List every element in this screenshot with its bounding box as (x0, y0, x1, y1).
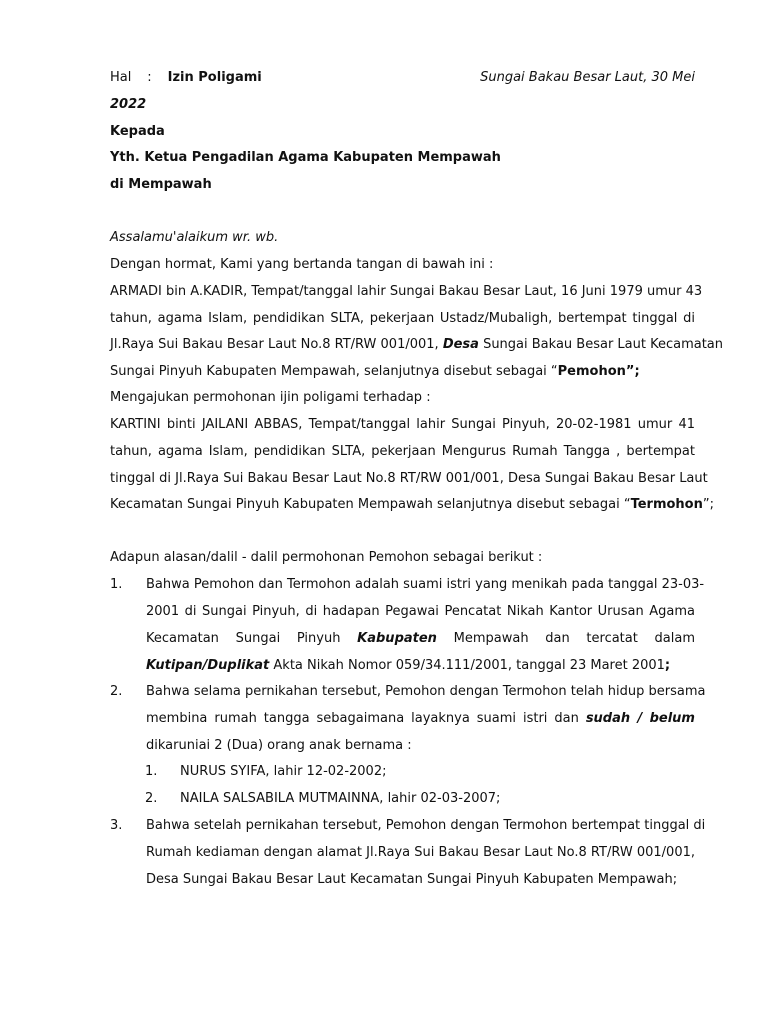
item-2-line-2: membina rumah tangga sebagaimana layaknya suami istri dan sudah / belum (146, 711, 695, 726)
reasons-intro: Adapun alasan/dalil - dalil permohonan Pemohon sebagai berikut : (110, 550, 543, 565)
item-2-line-3: dikaruniai 2 (Dua) orang anak bernama : (146, 738, 412, 753)
item-3-line-3: Desa Sungai Bakau Besar Laut Kecamatan Sungai Pinyuh Kabupaten Mempawah; (146, 872, 678, 887)
place-date: Sungai Bakau Besar Laut, 30 Mei (480, 70, 695, 85)
respondent-line-4: Kecamatan Sungai Pinyuh Kabupaten Mempawah selanjutnya disebut sebagai “Termohon”; (110, 497, 714, 512)
intro-text: Dengan hormat, Kami yang bertanda tangan di bawah ini : (110, 257, 494, 272)
recipient-name: Yth. Ketua Pengadilan Agama Kabupaten Mempawah (110, 150, 501, 165)
item-2-line-1: Bahwa selama pernikahan tersebut, Pemohon dengan Termohon telah hidup bersama (146, 684, 706, 699)
date-year: 2022 (110, 97, 147, 112)
child-2-number: 2. (145, 791, 158, 806)
respondent-line-2: tahun, agama Islam, pendidikan SLTA, pekerjaan Mengurus Rumah Tangga , bertempat (110, 444, 695, 459)
applicant-line-4: Sungai Pinyuh Kabupaten Mempawah, selanjutnya disebut sebagai “Pemohon”; (110, 364, 640, 379)
respondent-line-1: KARTINI binti JAILANI ABBAS, Tempat/tanggal lahir Sungai Pinyuh, 20-02-1981 umur 41 (110, 417, 695, 432)
child-1-number: 1. (145, 764, 158, 779)
recipient-kepada: Kepada (110, 124, 165, 139)
applicant-line-2: tahun, agama Islam, pendidikan SLTA, pekerjaan Ustadz/Mubaligh, bertempat tinggal di (110, 311, 695, 326)
hal-value: Izin Poligami (167, 70, 262, 85)
hal-label: Hal (110, 70, 132, 85)
item-2-number: 2. (110, 684, 123, 699)
child-2: NAILA SALSABILA MUTMAINNA, lahir 02-03-2007; (180, 791, 501, 806)
submits-text: Mengajukan permohonan ijin poligami terhadap : (110, 390, 431, 405)
recipient-place: di Mempawah (110, 177, 212, 192)
applicant-line-1: ARMADI bin A.KADIR, Tempat/tanggal lahir Sungai Bakau Besar Laut, 16 Juni 1979 umur 43 (110, 284, 703, 299)
item-1-number: 1. (110, 577, 123, 592)
greeting: Assalamu'alaikum wr. wb. (110, 230, 279, 245)
item-1-line-2: 2001 di Sungai Pinyuh, di hadapan Pegawai Pencatat Nikah Kantor Urusan Agama (146, 604, 695, 619)
applicant-line-3: Jl.Raya Sui Bakau Besar Laut No.8 RT/RW 001/001, Desa Sungai Bakau Besar Laut Kecamatan (110, 337, 724, 352)
respondent-line-3: tinggal di Jl.Raya Sui Bakau Besar Laut No.8 RT/RW 001/001, Desa Sungai Bakau Besar Laut (110, 471, 708, 486)
item-1-line-3: Kecamatan Sungai Pinyuh Kabupaten Mempawah dan tercatat dalam (146, 631, 695, 646)
child-1: NURUS SYIFA, lahir 12-02-2002; (180, 764, 387, 779)
hal-separator: : (147, 70, 152, 85)
item-3-line-2: Rumah kediaman dengan alamat Jl.Raya Sui Bakau Besar Laut No.8 RT/RW 001/001, (146, 845, 695, 860)
item-1-line-4: Kutipan/Duplikat Akta Nikah Nomor 059/34.111/2001, tanggal 23 Maret 2001; (146, 658, 671, 673)
item-1-line-1: Bahwa Pemohon dan Termohon adalah suami istri yang menikah pada tanggal 23-03- (146, 577, 705, 592)
item-3-number: 3. (110, 818, 123, 833)
item-3-line-1: Bahwa setelah pernikahan tersebut, Pemohon dengan Termohon bertempat tinggal di (146, 818, 706, 833)
